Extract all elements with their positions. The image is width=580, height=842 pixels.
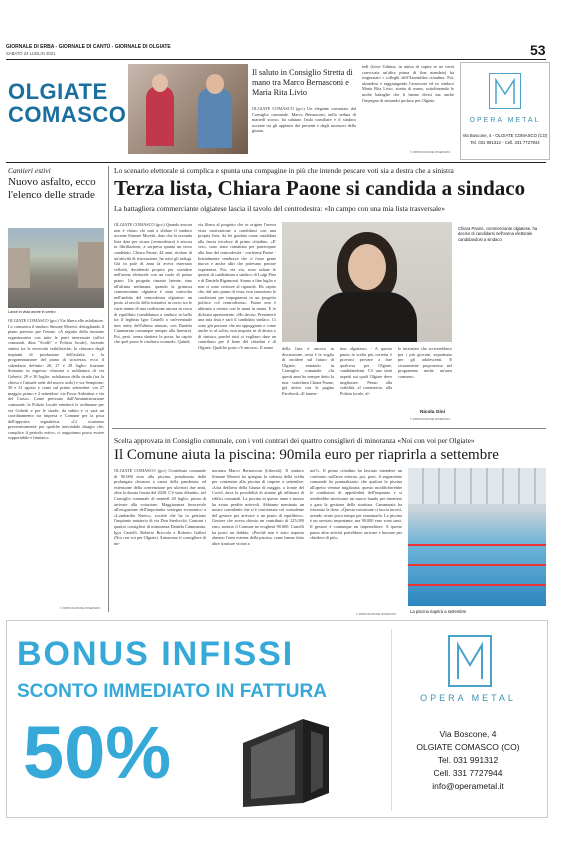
pool-story-copyright: © RIPRODUZIONE RISERVATA: [356, 612, 397, 616]
ad-bottom-brand: OPERA METAL: [420, 693, 516, 703]
masthead-papers: GIORNALE DI ERBA - GIORNALE DI CANTÙ - GIORNALE DI OLGIATE: [6, 44, 171, 50]
opera-metal-ad-top[interactable]: [460, 62, 550, 160]
pool-story-col-2: noranza Marco Bernasconi (Liberali). Il sindaco Simone Moretti ha spiegato la valenza della scelta per consentire alla piscina di riaprire a settembre: «Una delibera della Giunta di maggio, a fronte del Covid, dava la possibilità di aiutare gli affittuari di edifici comunali. La piscina in questo anno e mezzo ha avuto perdite notevoli. Abbiamo nominato un nostro consulente che si è confrontato col consulente del gestore per arrivare a un piano di equilibrio». Gestore che aveva chiesto un contributo di 125.000 euro, mentre il Comune ne erogherà 90.000. Castelli ha posto un dubbio: «Perché non è stato riaperta almeno l'area esterna della piscina, come hanno fatto altre strutture vicine a: [212, 468, 304, 546]
opera-metal-logo-icon: [489, 73, 521, 109]
pool-story-kicker: Scelta approvata in Consiglio comunale, con i voti contrari dei quattro consiglieri di minoranza «Noi con voi per Olgiate»: [114, 436, 475, 445]
sidebar-body: OLGIATE COMASCO (gcc) Via libera alle asfaltature. Lo comunica il sindaco Simone Moretti, dettagliando il piano previsto per l'estate. «A seguito della riunione organizzativa con tutte le parti interessate (uffici comunali, ditta "Scuffi" e Polizia locale), facendo sintesi tra le necessità viabilistiche, la chiusura degli impianti di produzione dell'asfalto e la programmazione del piano di sicurezza, ecco il calendario definito: 26, 27 e 28 luglio: frazione Somaino in ingresso chiusura e asfaltatura di via Gobetti; 29 e 30 luglio: asfaltatura della strada (tra la chiesa e l'attuale sede del nuovo asilo) e via Sempione; 30 e 31 agosto e come sul primo settembre: via 27 maggio; primo e 2 settembre: via Fosse Ardeatine e via del Carso». Come precisato dall'Amministrazione comunale, la Polizia Locale emetterà le ordinanze per via Gobetti e per le strade, da subito e ci sarà un coordinamento tra impresa e Comune per la posa dell'apposita segnaletica. «Ci scusiamo preventivamente per qualche inevitabile disagio che, complice il periodo estivo, ci auguriamo possa essere sopportabile e limitato».: [8, 318, 104, 441]
pool-photo-caption: La piscina riaprirà a settembre: [410, 609, 467, 614]
main-story-col-3: della lista è ancora in discussione, certa è la voglia di incidere sul futuro di Olgiate, entrando in Consiglio comunale. «In questi anni ho sempre detto la mia - sottolinea Chiara Paone, già attiva con la pagina Facebook «Il lamen-: [282, 346, 334, 396]
section-title: [8, 80, 128, 126]
main-story-col-2: via libera al progetto che in origine l'aveva vista motivazione a candidarsi con una propria lista, da lei guidata come candidata alla fascia tricolore di primo cittadino. «E' vero, sono stata contattata per partecipare alla fase del centrodestra - conferma Paone - Inizialmente sembrava che ci fosse gente nuova e anche altri che potevano portare esperienza. Poi, via via, sono saltate le ipotesi di candidatura a sindaco di Luigi Pina e di Daniela Rigamonti. Siamo a fine luglio e non ci sono certezze al riguardo. Ho capito che, dal mio punto di vista, non sussistono le condizioni per impegnarmi in un progetto politico col centrodestra». Paone non è abituata a restare con le mani in mano. E lo dichiara apertamente. «Ho deciso. Presenterò una mia lista e sarò il candidato sindaco. Ci sono già persone che mi appoggiano e come anche io al solito, non importa se di destra o di sinistra, purché tutti si vogliano dare un contributo per il bene del cittadini e di Olgiate. Qualche posto c'è ancora». Il nome: [198, 222, 276, 351]
main-story-kicker: Lo scenario elettorale si complica e spunta una compagine in più che intende pescare voti sia a destra che a sinistra: [114, 166, 454, 175]
ad-bottom-city: OLGIATE COMASCO (CO): [416, 742, 520, 752]
ad-discount-line: SCONTO IMMEDIATO IN FATTURA: [17, 681, 327, 702]
swimming-pool-photo: [408, 468, 546, 606]
pool-story-col-1: OLGIATE COMASCO (gcc) Contributo comunale di 90.000 euro alla piscina, penalizzata dalla prolungata chiusura a causa della pandemia, ed estensione della convenzione per ulteriori due anni, oltre la durata fissata del 2028. C'è stato dibattito, nel Consiglio comunale di martedì 20 luglio, prima di arrivare alla votazione. Maggioranza favorevole all'erogazione dell'importante sostegno economico a «Lombardia Nuoto», società che ha in gestione l'impianto natatorio di via Don Sterlocchi. Contrari i quattro consiglieri di minoranza Daniela Cammarata, Igor Castelli, Roberto Briccola e Roberto Galleri (Noi con voi per Olgiate). Autonomo il consigliere di mi-: [114, 468, 206, 546]
opera-metal-logo-large-icon: [448, 635, 492, 687]
sidebar-photo-caption: Lavori in vista anche in centro: [8, 310, 56, 314]
ad-bonus-headline: BONUS INFISSI: [17, 635, 295, 673]
section-line-2: COMASCO: [8, 102, 127, 127]
section-line-1: OLGIATE: [8, 79, 108, 104]
sidebar-kicker: Cantieri estivi: [8, 166, 51, 175]
main-story-caption: Chiara Paone, commerciante olgiatese, ha deciso di candidarsi nell'arena elettorale candidandosi a sindaco: [458, 226, 538, 242]
issue-date: SABATO 24 LUGLIO 2021: [6, 51, 56, 56]
top-story-col-2: tedì (forse l'ultima, in attesa di capire se ne verrà convocata un'altra prima di fine mandato) ha ringraziato i colleghi dell'Assemblea cittadina. Poi, alzandosi e raggiungendo l'assessore ed ex sindaco Maria Rita Livio, stretta di mano, sottolineando le molte battaglie che li hanno divisi ma anche l'impegno di entrambi profuso per Olgiate.: [362, 64, 454, 103]
top-story-title: Il saluto in Consiglio Stretta di mano tra Marco Bernasconi e Maria Rita Livio: [252, 68, 353, 97]
bonus-infissi-ad[interactable]: [6, 620, 548, 818]
ad-bottom-email[interactable]: info@operametal.it: [432, 781, 504, 791]
chiara-paone-portrait: [282, 222, 452, 342]
main-story-copyright: © RIPRODUZIONE RISERVATA: [410, 417, 451, 421]
top-story-copyright: © RIPRODUZIONE RISERVATA: [410, 150, 451, 154]
main-story-col-5: le iniziative che scriverebbero per i più giovani, soprattutto per gli adolescenti. E sicuramente proporremo nel programma anche un'area comune».: [398, 346, 452, 379]
main-story-col-4: tino olgiatese» - A questo punto la scelta più corretta è provarci provare a fare qualcosa per Olgiate, candidandomi. C'è uno tanti aspetti sui quali Olgiate deve migliorare. Penso alla viabilità, al commercio, alla Polizia locale, al-: [340, 346, 392, 396]
pool-story-title: Il Comune aiuta la piscina: 90mila euro per riaprirla a settembre: [114, 447, 499, 463]
ad-bottom-cell: Cell. 331 7727944: [433, 768, 503, 778]
council-handshake-photo: [128, 64, 248, 154]
page-number: 53: [530, 42, 546, 58]
ad-top-brand: OPERA METAL: [469, 117, 541, 124]
ad-percent: 50%: [23, 711, 172, 794]
ad-bottom-address: Via Boscone, 4: [439, 729, 497, 739]
ad-top-phones: Tel. 031 991312 - Cell. 331 7727944: [470, 140, 540, 145]
ad-bottom-contact-panel: [391, 629, 544, 811]
sidebar-title: Nuovo asfalto, ecco l'elenco delle strade: [8, 176, 96, 201]
main-story-col-1: OLGIATE COMASCO (gcc) Quando ancora non è chiaro chi sarà a sfidare il sindaco uscente Simone Moretti, dato che la seconda lista data per sicura (centrodestra) è ancora in fibrillazione, a sorpresa spunta un terzo candidato. Chiara Paone, 44 anni, titolare di un'attività di ristorazione, ha rotto gli indugi. Già in pole di anni fa aveva esternato velleità, decidendo proprio per scendere nell'arena elettorale con un ruolo di primo piano. Un progetto rimasto latente, sino all'ultima settimana, quando la grintosa commerciante olgiatese è stata coinvolta nell'ambito del centrodestra olgiatese: un posto al tavolo della trattativa in corso tra le varie anime di una coalizione ancora in cerca di equilibrio (candidatura a sindaco in ballo tra il leghista Igor Castelli o un'eventuale new entry dell'ultimo minuto, con Daniela Cammarata comunque sempre alla finestra). Poi, però, senza sbattere la porta, ha capito che quel posto le risultava scomodo. Quindi,: [114, 222, 192, 345]
main-story-author: Nicola Gini: [420, 410, 446, 415]
road-works-photo: [8, 228, 104, 308]
main-story-subtitle: La battagliera commerciante olgiatese lascia il tavolo del centrodestra: «In campo con una mia lista trasversale»: [114, 204, 446, 213]
pool-story-col-3: noi?». Il primo cittadino ha lasciato intendere un confronto sull'area esterna, poi, però, il segnavento comunale ha puntualizzato che qualora la piscina all'aperto venisse migliorata, questo modificherebbe le condizioni di appetibilità dell'impianto e si renderebbe necessario un nuovo bando per rimettere a gara la gestione della struttura. Cammarata ha rincarato la dose: «Questa variazione ci lascia incerti, avendo avuto poco tempo per esaminarla. La piscina è un servizio importante, ma 90.000 euro sono tanti. Il gestore è comunque un imprenditore. A questo punto altre attività potrebbero arrivare e bussare per chiedere di più».: [310, 468, 402, 541]
sidebar-copyright: © RIPRODUZIONE RISERVATA: [60, 606, 101, 610]
ad-bottom-tel: Tel. 031 991312: [437, 755, 499, 765]
main-story-title: Terza lista, Chiara Paone si candida a sindaco: [114, 176, 526, 200]
ad-top-address: Via Boscone, 4 - OLGIATE COMASCO (CO): [462, 133, 548, 138]
window-frame-icon: [233, 713, 343, 809]
top-story-col-1: OLGIATE COMASCO (gcc) Un elegante commiato dal Consiglio comunale. Marco Bernasconi, nella seduta di martedì scorso, ha salutato l'aula consiliare e il sindaco uscente tra gli applausi dei presenti e degli assessori della giunta.: [252, 106, 356, 134]
